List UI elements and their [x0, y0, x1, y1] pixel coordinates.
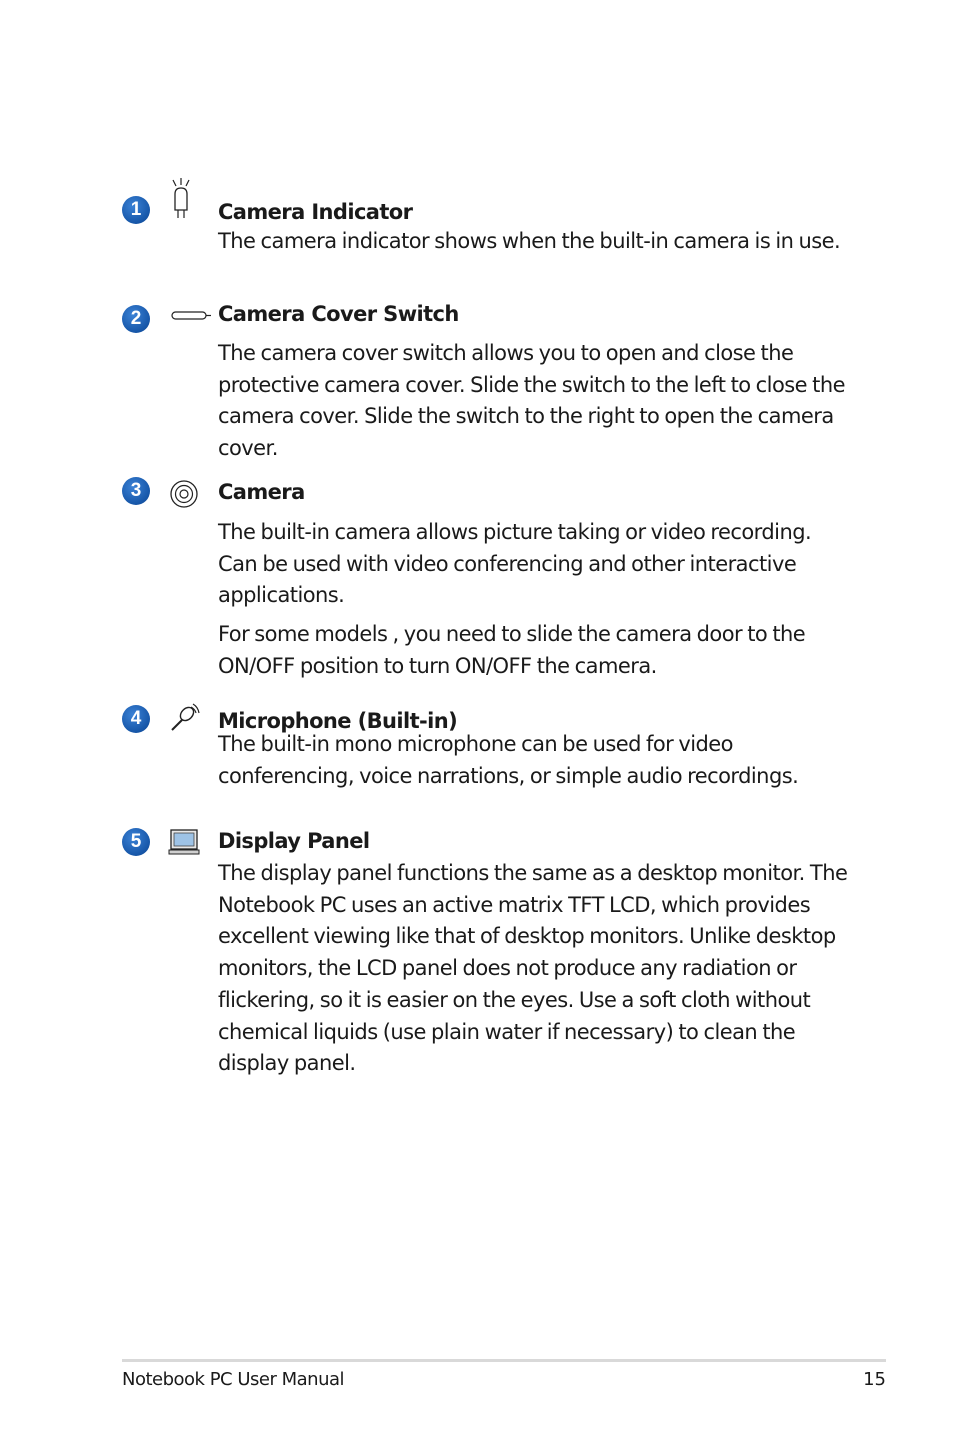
section-text-camera-door: For some models , you need to slide the camera door to the ON/OFF position to turn ON/OFF the camera. [218, 622, 806, 678]
section-text-microphone: The built-in mono microphone can be used for video conferencing, voice narrations, or simple audio recordings. [218, 732, 799, 788]
section-title-display-panel: Display Panel [218, 829, 370, 853]
display-monitor-icon [168, 828, 200, 856]
item-number-badge-1: 1 [122, 196, 150, 224]
footer-page-number: 15 [863, 1369, 886, 1390]
item-number-badge-4: 4 [122, 705, 150, 733]
microphone-icon [168, 702, 202, 734]
section-title-microphone: Microphone (Built-in) [218, 709, 458, 733]
section-text-camera-cover-switch: The camera cover switch allows you to open and close the protective camera cover. Slide the switch to the left to close the camera cover. Slide the switch to the right to open the camera cover. [218, 341, 845, 461]
camera-indicator-led-icon [168, 178, 194, 222]
camera-lens-icon [168, 478, 200, 510]
section-title-camera-cover-switch: Camera Cover Switch [218, 302, 459, 326]
item-number-badge-3: 3 [122, 477, 150, 505]
section-text-camera-indicator: The camera indicator shows when the built-in camera is in use. [218, 229, 841, 253]
section-title-camera-indicator: Camera Indicator [218, 200, 413, 224]
item-number-badge-5: 5 [122, 828, 150, 856]
section-text-camera: The built-in camera allows picture taking or video recording. Can be used with video conferencing and other interactive applications. [218, 520, 812, 608]
section-text-display-panel: The display panel functions the same as a desktop monitor. The Notebook PC uses an active matrix TFT LCD, which provides excellent viewing like that of desktop monitors. Unlike desktop monitors, the LCD panel does not produce any radiation or flickering, so it is easier on the eyes. Use a soft cloth without chemical liquids (use plain water if necessary) to clean the display panel. [218, 861, 848, 1076]
footer-divider [122, 1359, 886, 1362]
footer-manual-title: Notebook PC User Manual [122, 1369, 345, 1390]
camera-cover-switch-icon [168, 310, 212, 322]
item-number-badge-2: 2 [122, 305, 150, 333]
section-title-camera: Camera [218, 480, 305, 504]
